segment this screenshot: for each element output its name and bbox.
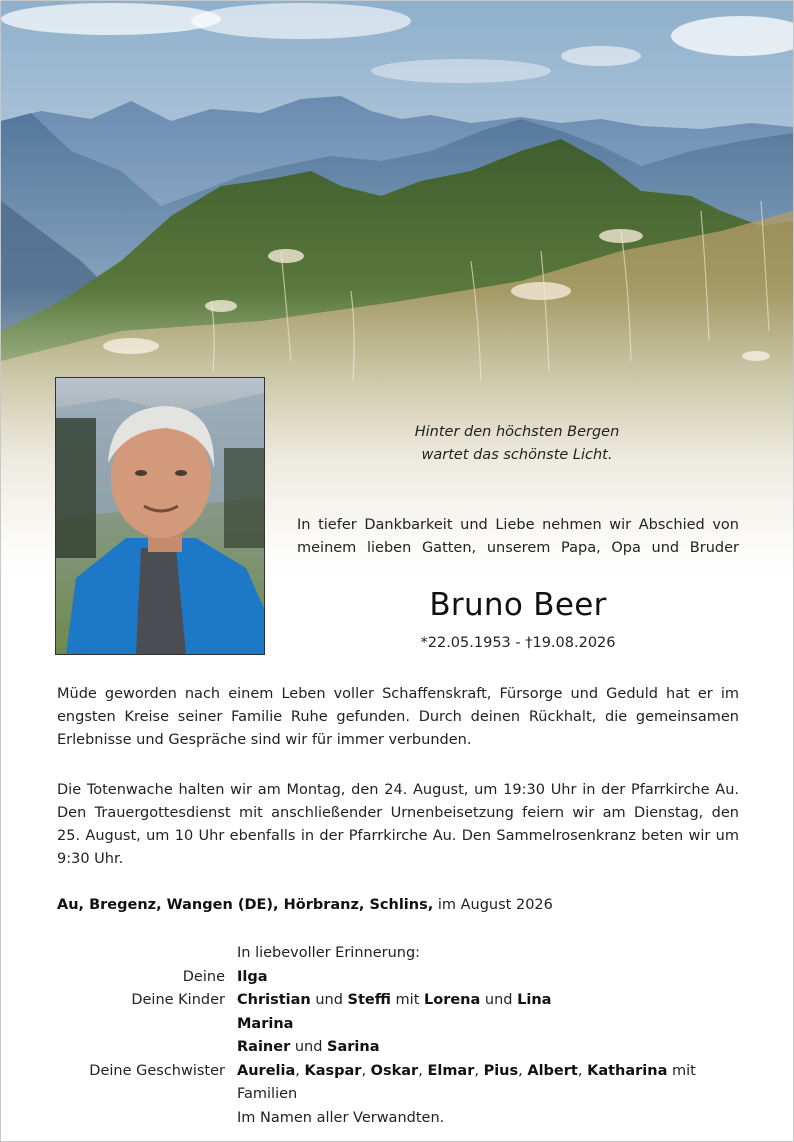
connector: und	[290, 1039, 328, 1055]
motto-quote	[301, 421, 733, 467]
paragraph-line: Müde geworden nach einem Leben voller Schaffenskraft, Fürsorge und Geduld hat er im	[57, 686, 739, 702]
sibling-name: Kaspar	[304, 1062, 362, 1079]
paragraph-line: Die Totenwache halten wir am Montag, den 24. August, um 19:30 Uhr in der Pfarrkirche Au.	[57, 782, 739, 798]
grandchild-name: Lorena	[424, 992, 481, 1008]
remembrance-paragraph	[57, 683, 739, 752]
life-dates: *22.05.1953 - †19.08.2026	[420, 635, 616, 651]
child-name: Christian	[237, 992, 311, 1008]
sibling-name: Katharina	[587, 1062, 668, 1079]
intro-line-2: meinem lieben Gatten, unserem Papa, Opa und Bruder	[297, 540, 739, 556]
motto-line-1: Hinter den höchsten Bergen	[414, 424, 620, 440]
deceased-name: Bruno Beer	[429, 587, 607, 623]
service-details-paragraph	[57, 779, 739, 871]
paragraph-line: engsten Kreise seiner Familie Ruhe gefunden. Durch deinen Rückhalt, die gemeinsamen	[57, 709, 739, 725]
child-name: Marina	[237, 1015, 294, 1032]
children-line-1	[237, 989, 741, 1013]
mourners-list	[57, 942, 741, 1130]
siblings-label: Deine Geschwister	[89, 1062, 225, 1079]
children-line-3	[237, 1036, 741, 1060]
paragraph-line: 25. August, um 10 Uhr ebenfalls in der Pfarrkirche Au. Den Sammelrosenkranz beten wir um	[57, 828, 739, 844]
separator: ,	[418, 1062, 428, 1079]
paragraph-line: Erlebnisse und Gespräche sind wir für immer verbunden.	[57, 732, 472, 748]
portrait-photo	[55, 377, 265, 655]
grandchild-name: Lina	[517, 992, 552, 1008]
sibling-name: Elmar	[427, 1062, 475, 1079]
separator: ,	[577, 1062, 588, 1079]
partner-name: Steffi	[347, 992, 391, 1008]
separator: ,	[474, 1062, 484, 1079]
sibling-name: Albert	[527, 1062, 578, 1079]
connector: und	[480, 992, 518, 1008]
wife-name: Ilga	[237, 968, 268, 985]
relatives-line: Im Namen aller Verwandten.	[237, 1109, 445, 1126]
intro-line-1: In tiefer Dankbarkeit und Liebe nehmen wir Abschied von	[297, 517, 739, 533]
connector: und	[310, 992, 348, 1008]
child-name: Rainer	[237, 1039, 291, 1055]
place-and-date	[57, 897, 553, 913]
sibling-name: Oskar	[370, 1062, 419, 1079]
locations: Au, Bregenz, Wangen (DE), Hörbranz, Schlins,	[57, 897, 434, 913]
date: im August 2026	[433, 897, 553, 913]
mourners-heading: In liebevoller Erinnerung:	[237, 945, 421, 961]
paragraph-line: 9:30 Uhr.	[57, 851, 124, 867]
sibling-name: Pius	[483, 1062, 519, 1079]
separator: ,	[361, 1062, 371, 1079]
suffix: mit Familien	[237, 1062, 696, 1102]
motto-line-2: wartet das schönste Licht.	[421, 447, 613, 463]
connector: mit	[390, 992, 424, 1008]
children-label: Deine Kinder	[131, 992, 225, 1008]
paragraph-line: Den Trauergottesdienst mit anschließender Urnenbeisetzung feiern wir am Dienstag, den	[57, 805, 739, 821]
sibling-name: Aurelia	[237, 1062, 296, 1079]
siblings-line	[237, 1060, 741, 1107]
intro-text	[297, 514, 739, 560]
wife-label: Deine	[182, 968, 225, 985]
separator: ,	[295, 1062, 305, 1079]
partner-name: Sarina	[327, 1039, 380, 1055]
separator: ,	[518, 1062, 528, 1079]
